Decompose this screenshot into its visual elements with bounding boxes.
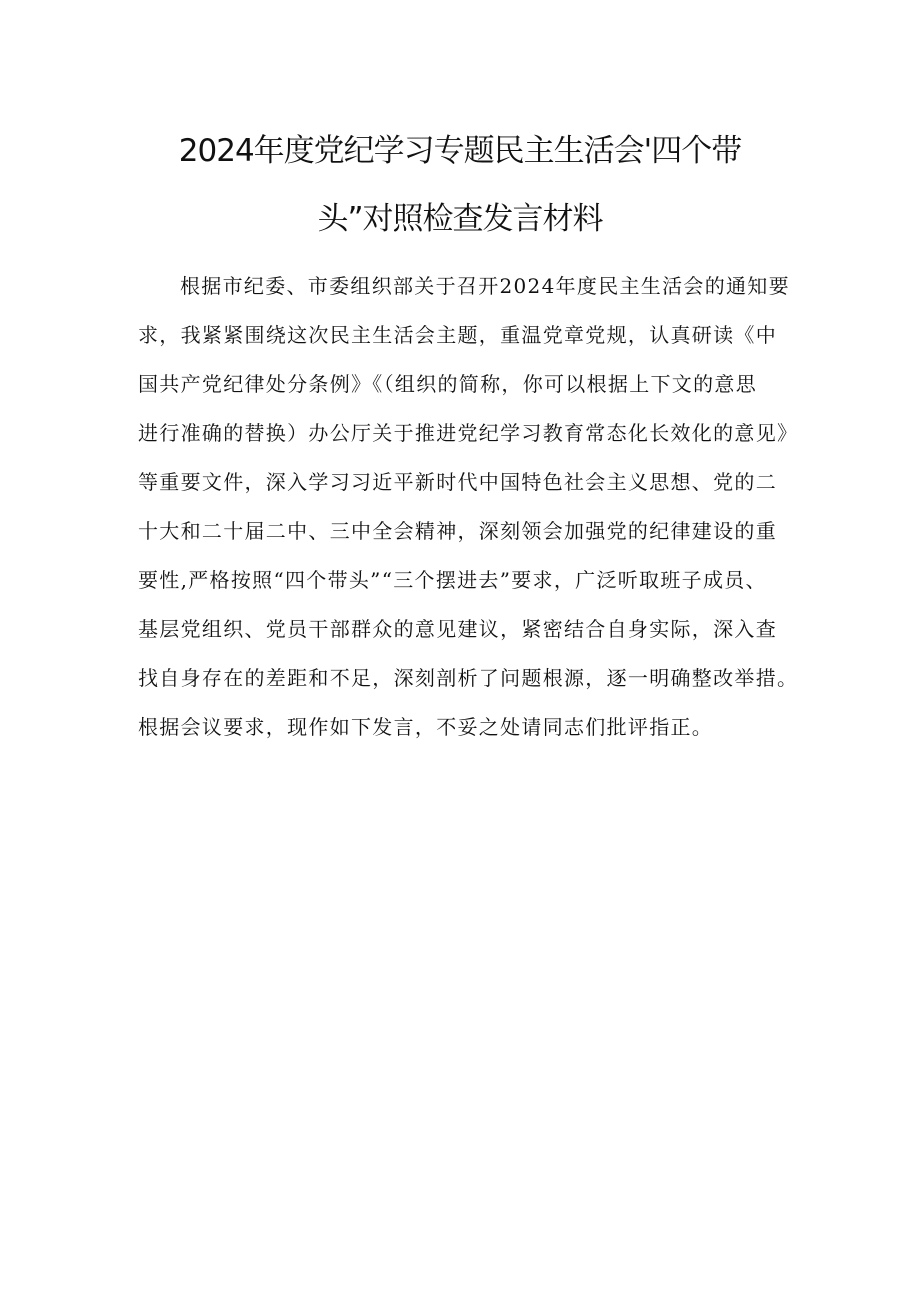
paragraph-line: 十大和二十届二中、三中全会精神，深刻领会加强党的纪律建设的重: [138, 519, 777, 543]
paragraph-line: 国共产党纪律处分条例》《（组织的简称，你可以根据上下文的意思: [138, 372, 757, 396]
body-paragraph: [138, 272, 798, 762]
paragraph-line: 基层党组织、党员干部群众的意见建议，紧密结合自身实际，深入查: [138, 617, 777, 641]
paragraph-line: 根据会议要求，现作如下发言，不妥之处请同志们批评指正。: [138, 715, 714, 739]
paragraph-line: 进行准确的替换）办公厅关于推进党纪学习教育常态化长效化的意见》: [138, 421, 799, 445]
paragraph-line: 根据市纪委、市委组织部关于召开2024年度民主生活会的通知要: [180, 274, 790, 298]
document-title-line-2: 头”对照检查发言材料: [317, 201, 603, 237]
document-title-line-1: 2024年度党纪学习专题民主生活会'四个带: [178, 133, 742, 169]
paragraph-line: 要性,严格按照“四个带头”“三个摆进去”要求，广泛听取班子成员、: [138, 568, 767, 592]
paragraph-line: 求，我紧紧围绕这次民主生活会主题，重温党章党规，认真研读《中: [138, 323, 777, 347]
paragraph-line: 找自身存在的差距和不足，深刻剖析了问题根源，逐一明确整改举措。: [138, 666, 799, 690]
paragraph-line: 等重要文件，深入学习习近平新时代中国特色社会主义思想、党的二: [138, 470, 777, 494]
